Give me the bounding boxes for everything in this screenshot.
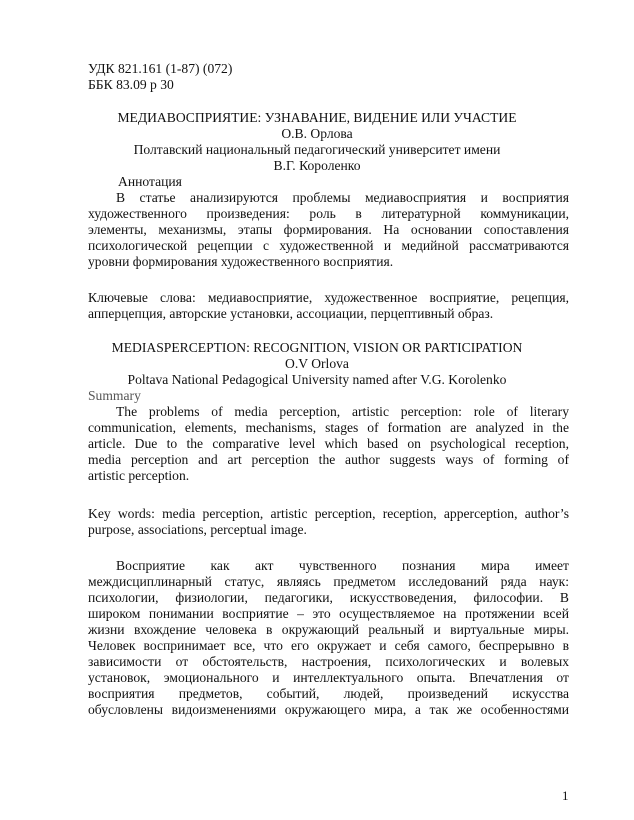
abstract-line: элементы, механизмы, этапы формирования. На основании сопоставления: [88, 222, 569, 237]
body-line: установок, эмоционального и интеллектуального опыта. Впечатления от: [88, 670, 569, 685]
body-line: Человек воспринимает все, что его окружает и себя самого, беспрерывно в: [88, 638, 569, 653]
summary-line: article. Due to the comparative level which based on psychological reception,: [88, 436, 569, 451]
keywords-en: Key words: media perception, artistic perception, reception, apperception, author’s: [88, 506, 569, 521]
body-line: восприятия предметов, событий, людей, произведений искусства: [88, 686, 569, 701]
body-line: широком понимании восприятие – это осуществляемое на протяжении всей: [88, 606, 569, 621]
abstract-line: В статье анализируются проблемы медиавосприятия и восприятия: [116, 190, 569, 205]
summary-line: communication, elements, mechanisms, stages of formation are analyzed in the: [88, 420, 569, 435]
summary-label: Summary: [88, 388, 141, 403]
body-line: обусловлены видоизменениями окружающего мира, а так же особенностями: [88, 702, 569, 717]
abstract-label: Аннотация: [118, 174, 182, 189]
body-line: Восприятие как акт чувственного познания мира имеет: [116, 558, 569, 573]
page-number: 1: [562, 788, 569, 803]
affiliation-en: Poltava National Pedagogical University named after V.G. Korolenko: [127, 372, 507, 387]
summary-line: artistic perception.: [88, 468, 190, 483]
title-en: MEDIASPERCEPTION: RECOGNITION, VISION OR PARTICIPATION: [111, 340, 523, 355]
abstract-line: психологической рецепции с художественной и медийной рассматриваются: [88, 238, 569, 253]
author-en: O.V Orlova: [285, 356, 349, 371]
body-line: психологии, физиологии, педагогики, искусствоведения, философии. В: [88, 590, 569, 605]
abstract-line: художественного произведения: роль в литературной коммуникации,: [88, 206, 569, 221]
keywords-ru: апперцепция, авторские установки, ассоциации, перцептивный образ.: [88, 306, 494, 321]
body-line: междисциплинарный статус, являясь предметом исследований ряда наук:: [88, 574, 569, 589]
abstract-line: уровни формирования художественного восприятия.: [88, 254, 394, 269]
udk-code: УДК 821.161 (1-87) (072): [88, 61, 233, 76]
bbk-code: ББК 83.09 р 30: [88, 77, 174, 92]
affiliation-ru: Полтавский национальный педагогический университет имени: [133, 142, 501, 157]
body-line: зависимости от обстоятельств, настроения, психологических и волевых: [88, 654, 569, 669]
summary-line: The problems of media perception, artistic perception: role of literary: [116, 404, 569, 419]
title-ru: МЕДИАВОСПРИЯТИЕ: УЗНАВАНИЕ, ВИДЕНИЕ ИЛИ УЧАСТИЕ: [117, 110, 517, 125]
author-ru: О.В. Орлова: [281, 126, 353, 141]
body-line: жизни вхождение человека в окружающий реальный и виртуальные миры.: [88, 622, 569, 637]
keywords-en: purpose, associations, perceptual image.: [88, 522, 307, 537]
affiliation-ru-cont: В.Г. Короленко: [273, 158, 361, 173]
keywords-ru: Ключевые слова: медиавосприятие, художественное восприятие, рецепция,: [88, 290, 569, 305]
summary-line: media perception and art perception the author suggests ways of forming of: [88, 452, 569, 467]
